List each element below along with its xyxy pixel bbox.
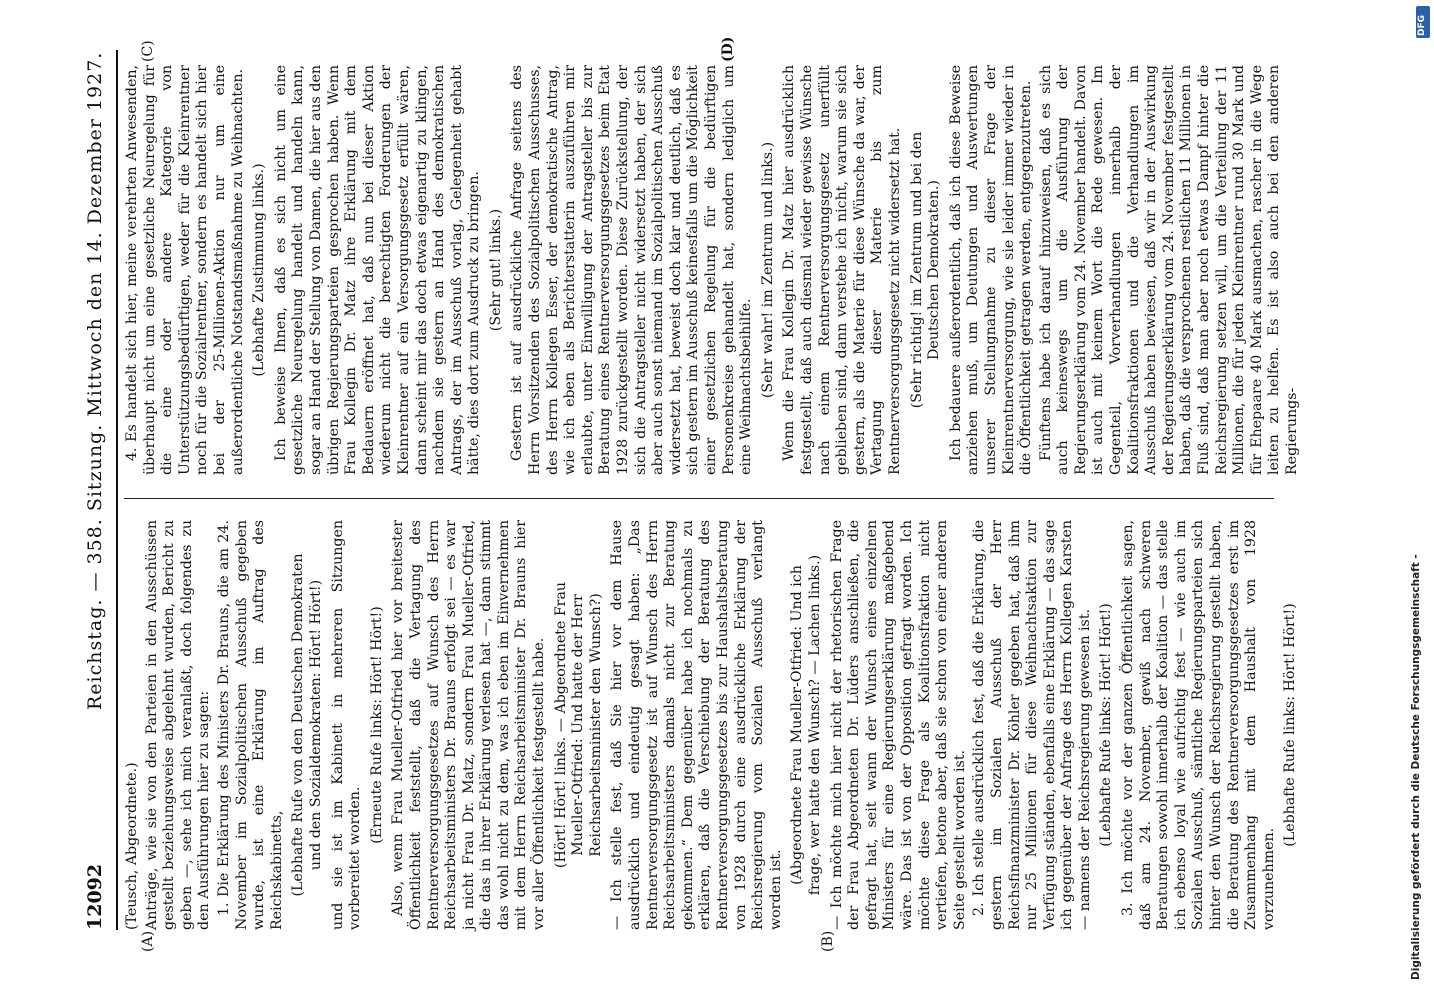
paragraph: (Teusch, Abgeordnete.) [124,762,140,930]
page-header [80,50,110,930]
margin-mark-b: (B) [820,930,836,952]
dfg-logo [1416,6,1430,38]
paragraph: Ich bedauere außerordentlich, daß ich diese Beweise anziehen muß, um Deutungen und Auswertungen unserer Stellungnahme zu dieser Frage der Kleinrentnerversorgung, wie sie leider immer wieder in die Öffentlichkeit getragen werden, entgegenzutreten. [947,65,1035,475]
margin-mark-a: (A) [140,930,156,952]
interjection: (Lebhafte Zustimmung links.) [251,163,268,377]
paragraph: Fünftens habe ich darauf hinzuweisen, daß es sich auch keineswegs um die Ausführung der Regierungserklärung vom 24. November handelt. Davon ist auch mit keinem Wort die Rede gewesen. Im Gegenteil, Vorverhandlungen innerhalb der Koalitionsfraktionen und die Verhandlungen im Ausschuß haben bewiesen, daß wir in der Auswirkung der Regierungserklärung vom 24. November festgestellt haben, daß die versprochenen restlichen 11 Millionen in Fluß sind, daß man aber noch etwas Dampf hinter die Reichsregierung setzen will, um die Verteilung der 11 Millionen, die für jeden Kleinrentner rund 30 Mark und für Ehepaare 40 Mark ausmachen, rascher in die Wege leiten zu helfen. Es ist also auch bei den anderen Regierungs- [1037,65,1300,475]
interjection: (Lebhafte Rufe links: Hört! Hört!) [1098,603,1115,847]
rotated-document [80,36,1320,952]
interjection: (Erneute Rufe links: Hört! Hört!) [368,606,385,844]
digitization-credit [1410,20,1432,980]
interjection: (Hört! Hört! links. — Abgeordnete Frau Mueller-Otfried: Und hatte der Herr Reichsarbeitsminister den Wunsch?) [552,581,604,869]
interjection: (Sehr wahr! im Zentrum und links.) [759,141,776,399]
margin-mark-d: (D) [720,36,736,62]
paragraph: — Ich möchte mich hier nicht der rhetorischen Frage der Frau Abgeordneten Dr. Lüders anschließen, die gefragt hat, seit wann der Wunsch eines einzelnen Ministers für eine Regierungserklärung maßgebend wäre. Das ist von der Opposition gefragt worden. Ich möchte diese Frage als Koalitionsfraktion nicht vertiefen, betone aber, daß sie schon von einer anderen Seite gestellt worden ist. [828,520,968,930]
paragraph: Ich beweise Ihnen, daß es sich nicht um eine gesetzliche Neuregelung handelt und handeln kann, sogar an Hand der Stellung von Damen, die hier aus den übrigen Regierungsparteien gesprochen haben. Wenn Frau Kollegin Dr. Matz ihre Erklärung mit dem Bedauern eröffnet hat, daß nun bei dieser Aktion wiederum nicht die berechtigten Forderungen der Kleinrentner auf ein Versorgungsgesetz erfüllt wären, dann scheint mir das doch etwas eigenartig zu klingen, nachdem sie gestern an Hand des demokratischen Antrags, der im Ausschuß vorlag, Gelegenheit gehabt hätte, dies dort zum Ausdruck zu bringen. [272,65,483,475]
left-column [124,520,1304,930]
paragraph: 3. Ich möchte vor der ganzen Öffentlichkeit sagen, daß am 24. November, gewiß nach schweren Beratungen sowohl innerhalb der Koalition — das stelle ich ebenso loyal wie aufrichtig fest — wie auch im Sozialen Ausschuß, sämtliche Regierungsparteien sich hinter den Wunsch der Reichsregierung gestellt haben, die Beratung des Rentnerversorgungsgesetzes erst im Zusammenhang mit dem Haushalt von 1928 vorzunehmen. [1120,520,1277,930]
interjection: (Sehr richtig! im Zentrum und bei den Deutschen Demokraten.) [908,131,943,409]
header-rule [116,50,118,930]
paragraph: 1. Die Erklärung des Ministers Dr. Brauns, die am 24. November im Sozialpolitischen Ausschuß gegeben wurde, ist eine Erklärung im Auftrag des Reichskabinetts, [215,520,285,930]
paragraph: — Ich stelle fest, daß Sie hier vor dem Hause ausdrücklich und eindeutig gesagt haben: „Das Rentnerversorgungsgesetz ist auf Wunsch des Herrn Reichsarbeitsministers damals nicht zur Beratung gekommen.“ Dem gegenüber habe ich nochmals zu erklären, daß die Verschiebung der Beratung des Rentnerversorgungsgesetzes bis zur Haushaltsberatung von 1928 durch eine ausdrückliche Erklärung der Reichsregierung vom Sozialen Ausschuß verlangt worden ist. [609,520,784,930]
margin-mark-c: (C) [140,40,156,62]
paragraph: Also, wenn Frau Mueller-Otfried hier vor breitester Öffentlichkeit feststellt, daß die Vertagung des Rentnerversorgungsgesetzes auf Wunsch des Herrn Reichsarbeitsministers Dr. Brauns erfolgt sei — es war ja nicht Frau Dr. Matz, sondern Frau Mueller-Otfried, die das in ihrer Erklärung verlesen hat —, dann stimmt das wohl nicht zu dem, was ich eben im Einvernehmen mit dem Herrn Reichsarbeitsminister Dr. Brauns hier vor aller Öffentlichkeit festgestellt habe. [390,520,548,930]
paragraph: Gestern ist auf ausdrückliche Anfrage seitens des Herrn Vorsitzenden des Sozialpolitischen Ausschusses, des Herrn Kollegen Esser, der demokratische Antrag, wie ich eben als Berichterstatterin auszuführen mir erlaubte, unter Einwilligung der Antragsteller bis zur Beratung eines Rentnerversorgungsgesetzes beim Etat 1928 zurückgestellt worden. Diese Zurückstellung, der sich die Antragsteller nicht widersetzt haben, der sich aber auch sonst niemand im Sozialpolitischen Ausschuß widersetzt hat, beweist doch klar und deutlich, daß es sich gestern im Ausschuß keinesfalls um die Möglichkeit einer gesetzlichen Regelung für die bedürftigen Personenkreise gehandelt hat, sondern lediglich um eine Weihnachtsbeihilfe. [509,65,755,475]
paragraph: Wenn die Frau Kollegin Dr. Matz hier ausdrücklich festgestellt, daß auch diesmal wieder gewisse Wünsche nach einem Rentnerversorgungsgesetz unerfüllt geblieben sind, dann verstehe ich nicht, warum sie sich gestern, als die Materie für diese Wünsche da war, der Vertagung dieser Materie bis zum Rentnerversorgungsgesetz nicht widersetzt hat. [781,65,903,475]
column-divider [124,498,1274,499]
credit-text: Digitalisierung gefördert durch die Deutsche Forschungsgemeinschaft - [1410,554,1422,980]
right-column [124,65,1304,475]
paragraph: 4. Es handelt sich hier, meine verehrten Anwesenden, überhaupt nicht um eine gesetzliche Neuregelung für die eine oder andere Kategorie von Unterstützungsbedürftigen, weder für die Kleinrentner noch für die Sozialrentner, sondern es handelt sich hier bei der 25-Millionen-Aktion nur um eine außerordentliche Notstandsmaßnahme zu Weihnachten. [124,65,246,475]
page-title: Reichstag. — 358. Sitzung. Mittwoch den 14. Dezember 1927. [84,51,106,710]
paragraph: und sie ist im Kabinett in mehreren Sitzungen vorbereitet worden. [329,520,364,930]
paragraph: Anträge, wie sie von den Parteien in den Ausschüssen gestellt beziehungsweise abgelehnt wurden, Bericht zu geben —, sehe ich mich veranlaßt, doch folgendes zu den Ausführungen hier zu sagen: [143,520,213,930]
interjection: (Abgeordnete Frau Mueller-Otfried: Und ich frage, wer hatte den Wunsch? — Lachen links.) [789,554,823,896]
page-number: 12092 [84,863,106,930]
paragraph: 2. Ich stelle ausdrücklich fest, daß die Erklärung, die gestern im Sozialen Ausschuß der Herr Reichsfinanzminister Dr. Köhler gegeben hat, daß ihm nur 25 Millionen für diese Weihnachtsaktion zur Verfügung ständen, ebenfalls eine Erklärung — das sage ich gegenüber der Anfrage des Herrn Kollegen Karsten — namens der Reichsregierung gewesen ist. [971,520,1093,930]
interjection: (Lebhafte Rufe von den Deutschen Demokraten und den Sozialdemokraten: Hört! Hört!) [290,553,324,897]
interjection: (Sehr gut! links.) [487,208,504,332]
dfg-logo-text: DFG [1417,14,1427,36]
interjection: (Lebhafte Rufe links: Hört! Hört!) [1282,603,1299,847]
